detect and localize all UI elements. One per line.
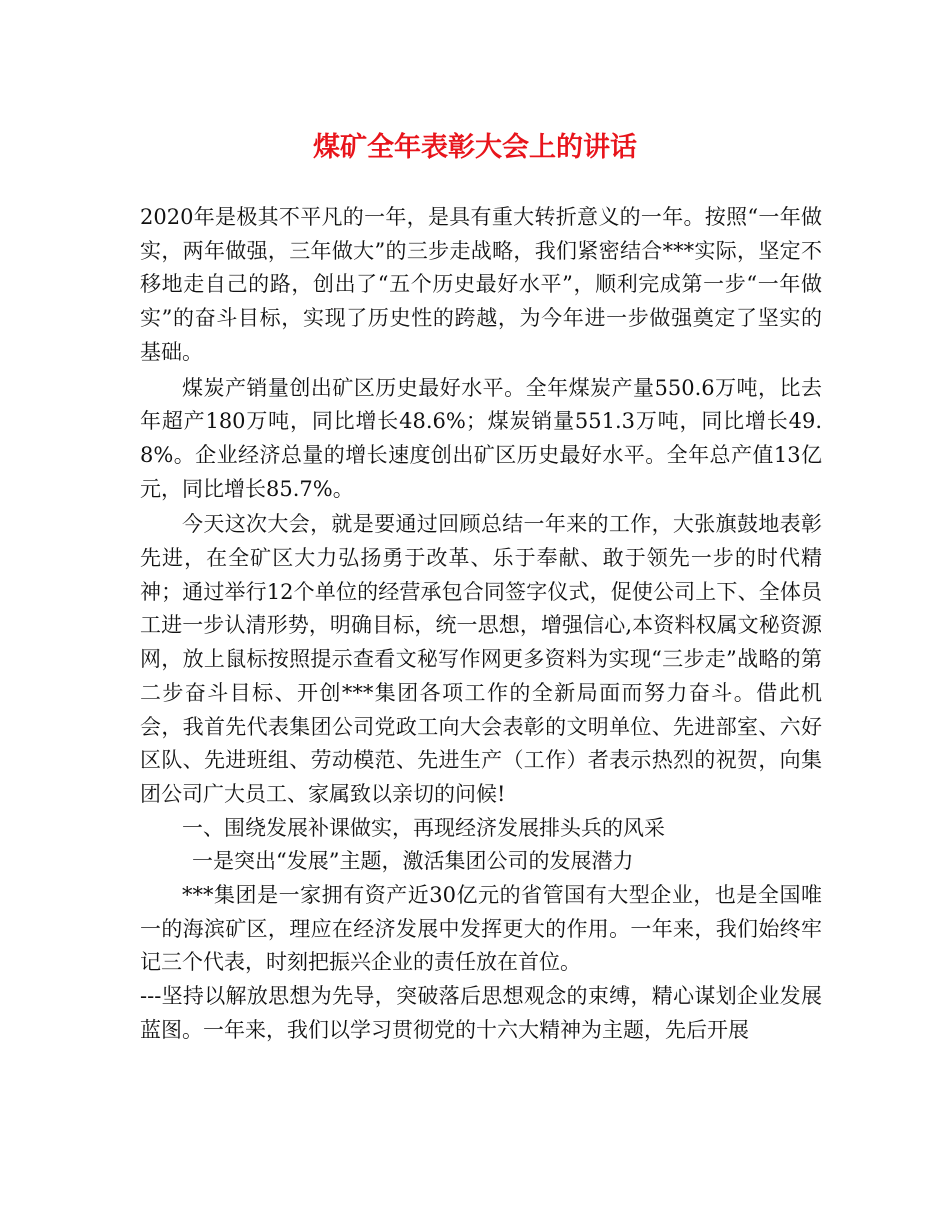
document-body — [140, 201, 822, 1048]
document-title: 煤矿全年表彰大会上的讲话 — [313, 132, 637, 163]
paragraph-meeting-purpose: 今天这次大会，就是要通过回顾总结一年来的工作，大张旗鼓地表彰先进，在全矿区大力弘扬勇于改革、乐于奉献、敢于领先一步的时代精神；通过举行12个单位的经营承包合同签字仪式，促使公司上下、全体员工进一步认清形势，明确目标，统一思想，增强信心,本资料权属文秘资源网，放上鼠标按照提示查看文秘写作网更多资料为实现“三步走”战略的第二步奋斗目标、开创***集团各项工作的全新局面而努力奋斗。借此机会，我首先代表集团公司党政工向大会表彰的文明单位、先进部室、六好区队、先进班组、劳动模范、先进生产（工作）者表示热烈的祝贺，向集团公司广大员工、家属致以亲切的问候! — [140, 512, 822, 806]
section-heading-1: 一、围绕发展补课做实，再现经济发展排头兵的风采 — [182, 815, 665, 840]
paragraph-intro: 2020年是极其不平凡的一年，是具有重大转折意义的一年。按照“一年做实，两年做强，三年做大”的三步走战略，我们紧密结合***实际，坚定不移地走自己的路，创出了“五个历史最好水平”，顺利完成第一步“一年做实”的奋斗目标，实现了历史性的跨越，为今年进一步做强奠定了坚实的基础。 — [140, 205, 822, 364]
subsection-heading-1: 一是突出“发展”主题，激活集团公司的发展潜力 — [192, 849, 634, 874]
paragraph-group-intro: ***集团是一家拥有资产近30亿元的省管国有大型企业，也是全国唯一的海滨矿区，理应在经济发展中发挥更大的作用。一年来，我们始终牢记三个代表，时刻把振兴企业的责任放在首位。 — [140, 883, 822, 975]
paragraph-emancipate-mind: ---坚持以解放思想为先导，突破落后思想观念的束缚，精心谋划企业发展蓝图。一年来，我们以学习贯彻党的十六大精神为主题，先后开展 — [140, 984, 822, 1042]
paragraph-coal-output: 煤炭产销量创出矿区历史最好水平。全年煤炭产量550.6万吨，比去年超产180万吨，同比增长48.6%；煤炭销量551.3万吨，同比增长49.8%。企业经济总量的增长速度创出矿区历史最好水平。全年总产值13亿元，同比增长85.7%。 — [140, 375, 822, 501]
